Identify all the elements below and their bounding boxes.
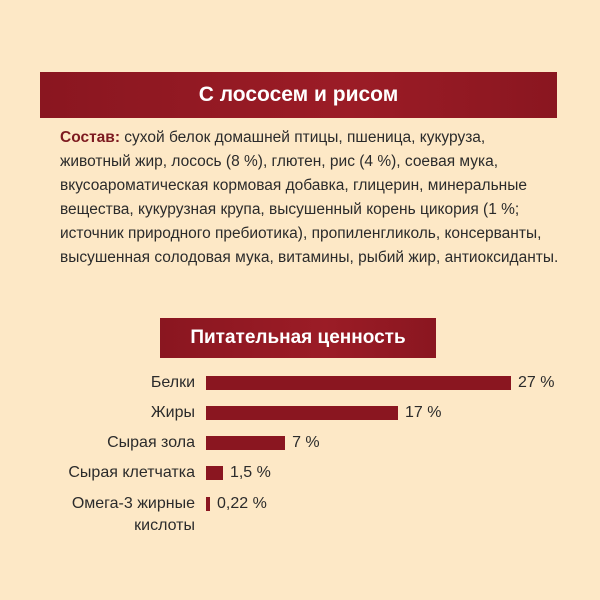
- nutrient-row-fat: [0, 402, 600, 428]
- nutrient-label-line2: кислоты: [134, 517, 195, 534]
- nutrient-row-fiber: [0, 462, 600, 488]
- nutrient-label: Сырая зола: [107, 434, 195, 451]
- nutrition-title-banner: [160, 318, 436, 358]
- nutrient-bar: [206, 376, 511, 390]
- nutrient-value: 7 %: [292, 434, 320, 451]
- nutrient-bar: [206, 497, 210, 511]
- nutrient-label: Белки: [150, 374, 195, 391]
- composition-text: [60, 126, 560, 270]
- nutrient-label-line1: Омега-3 жирные: [71, 495, 195, 512]
- nutrient-bar: [206, 466, 223, 480]
- nutrient-bar: [206, 406, 398, 420]
- nutrient-row-ash: [0, 432, 600, 458]
- nutrient-bar: [206, 436, 285, 450]
- product-title-banner: [40, 72, 557, 118]
- nutrient-value: 0,22 %: [217, 495, 267, 512]
- nutrient-value: 17 %: [405, 404, 442, 421]
- nutrient-value: 1,5 %: [229, 464, 271, 481]
- product-title: С лососем и рисом: [198, 83, 399, 106]
- nutrient-label: [72, 493, 195, 537]
- nutrient-row-protein: [0, 372, 600, 398]
- nutrient-label: Сырая клетчатка: [68, 464, 195, 481]
- nutrient-value: 27 %: [518, 374, 555, 391]
- composition-lead: Состав:: [60, 129, 120, 146]
- nutrition-title: Питательная ценность: [190, 327, 406, 348]
- nutrient-row-omega3: [0, 493, 600, 543]
- nutrient-label: Жиры: [150, 404, 195, 421]
- composition-body: сухой белок домашней птицы, пшеница, кукуруза, животный жир, лосось (8 %), глютен, рис (4 %), соевая мука, вкусоароматическая кормовая добавка, глицерин, минеральные вещества, кукурузная крупа, высушенный корень цикория (1 %; источник природного пребиотика), пропиленгликоль, консерванты, высушенная солодовая мука, витамины, рыбий жир, антиоксиданты.: [60, 129, 559, 266]
